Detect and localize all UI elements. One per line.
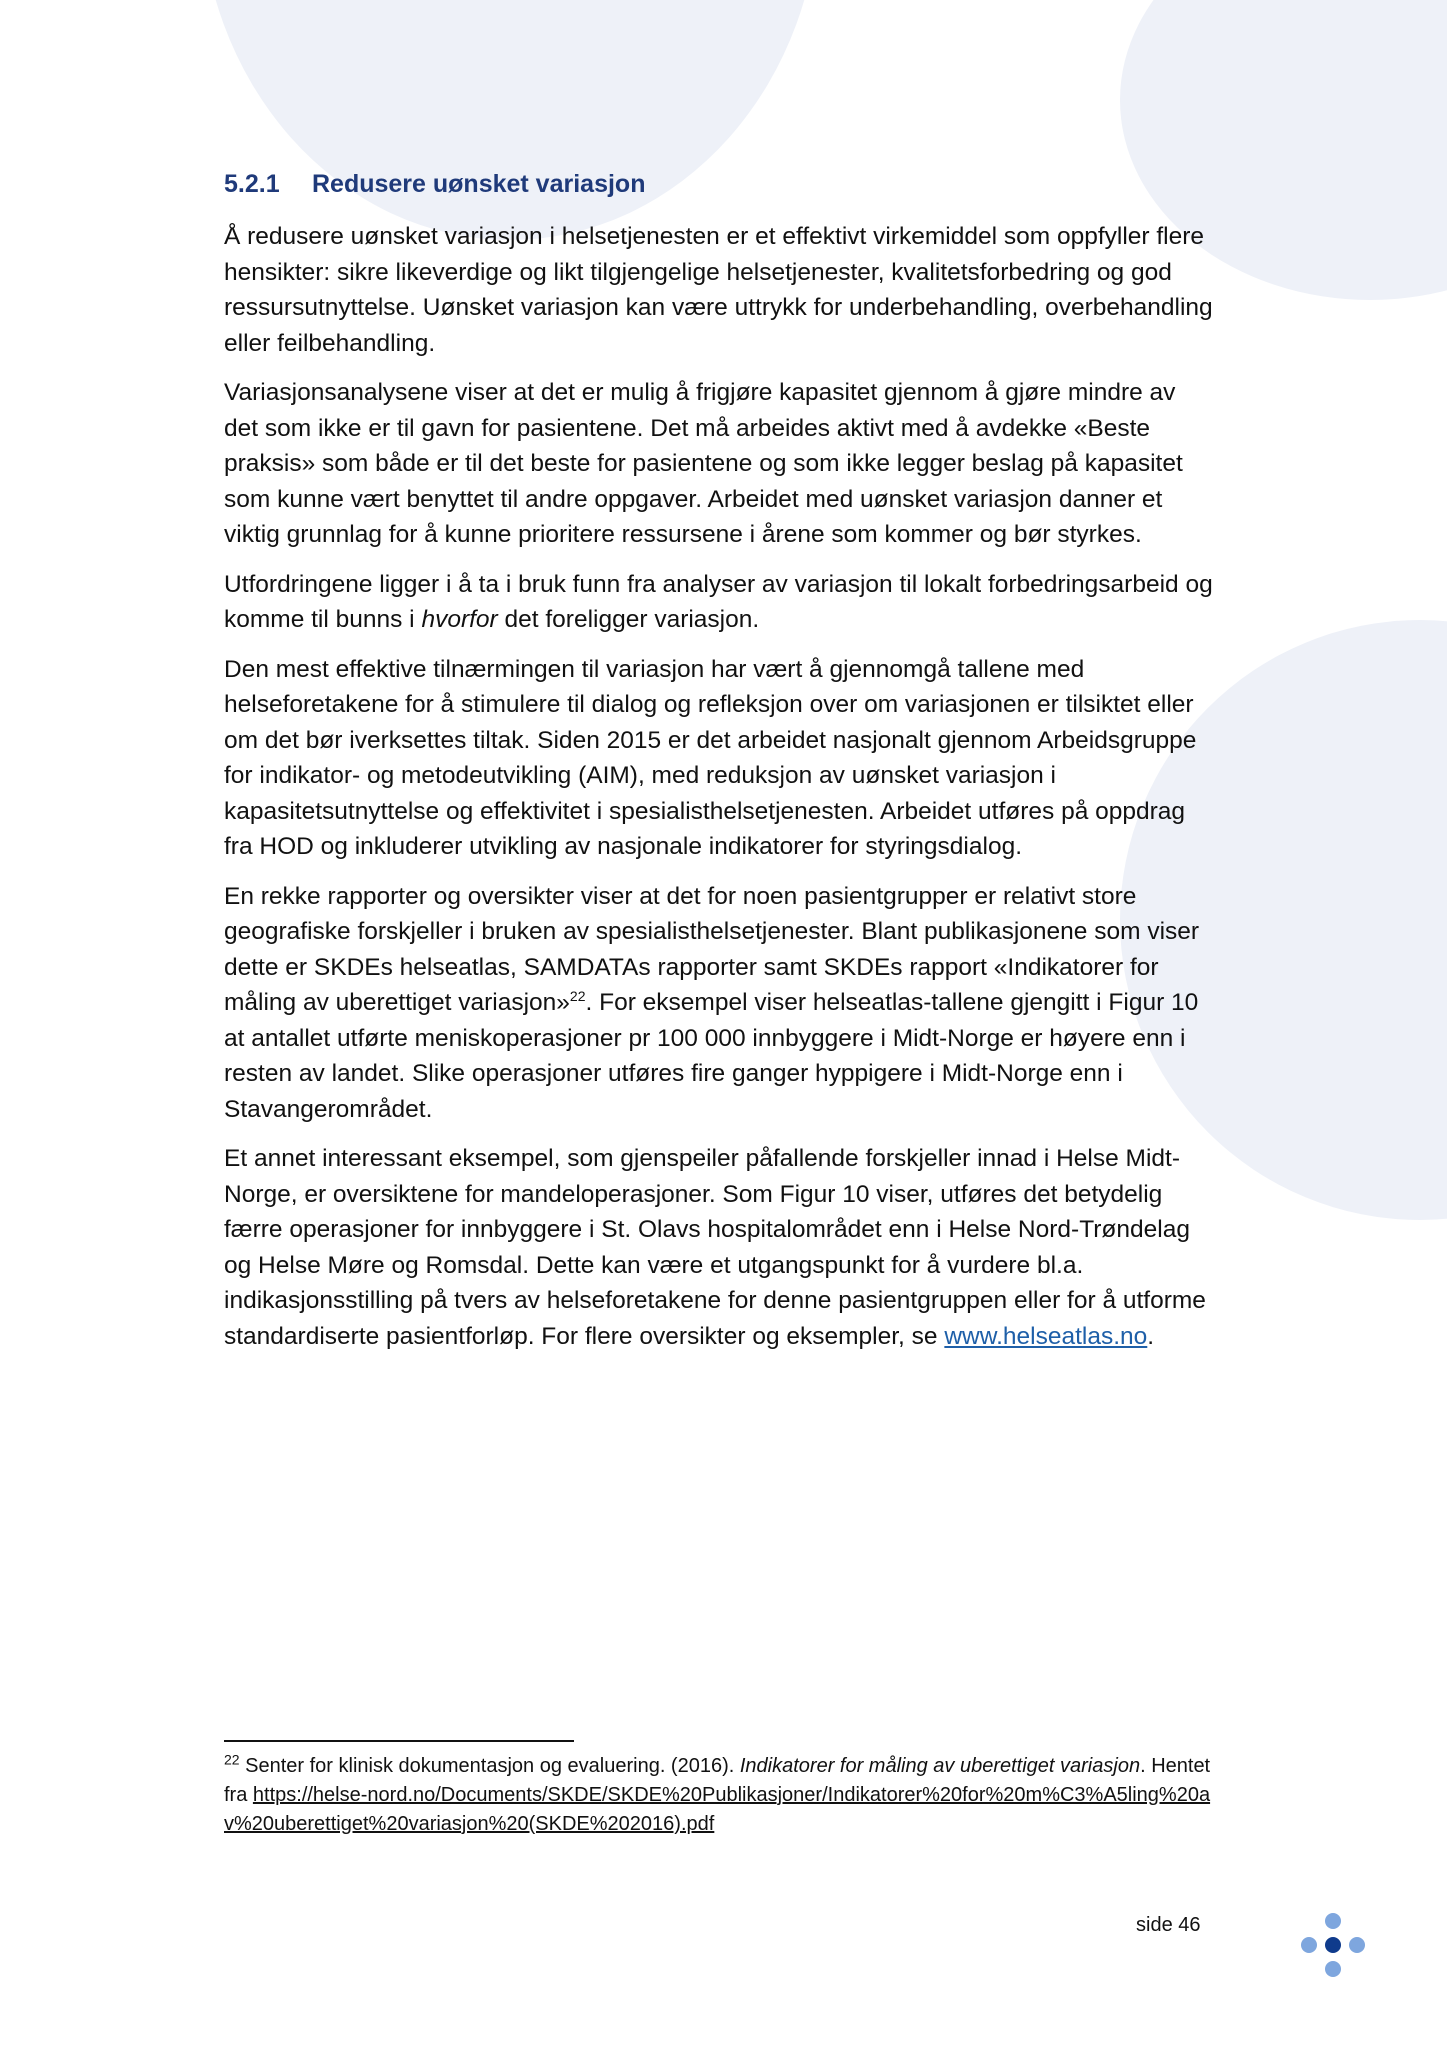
footnote [224,1752,1214,1839]
paragraph-4: Den mest effektive tilnærmingen til variasjon har vært å gjennomgå tallene med helseforetakene for å stimulere til dialog og refleksjon over om variasjonen er tilsiktet eller om det bør iverksettes tiltak. Siden 2015 er det arbeidet nasjonalt gjennom Arbeidsgruppe for indikator- og metodeutvikling (AIM), med reduksjon av uønsket variasjon i kapasitetsutnyttelse og effektivitet i spesialisthelsetjenesten. Arbeidet utføres på oppdrag fra HOD og inkluderer utvikling av nasjonale indikatorer for styringsdialog. [224,655,1197,860]
section-heading [224,170,1214,199]
logo-dot-center [1325,1937,1341,1953]
paragraph-3-text: Utfordringene ligger i å ta i bruk funn fra analyser av variasjon til lokalt forbedringsarbeid og komme til bunns i [224,570,1213,633]
paragraph-6-text: Et annet interessant eksempel, som gjenspeiler påfallende forskjeller innad i Helse Midt-Norge, er oversiktene for mandeloperasjoner. Som Figur 10 viser, utføres det betydelig færre operasjoner for innbyggere i St. Olavs hospitalområdet enn i Helse Nord-Trøndelag og Helse Møre og Romsdal. Dette kan være et utgangspunkt for å vurdere bl.a. indikasjonsstilling på tvers av helseforetakene for denne pasientgruppen eller for å utforme standardiserte pasientforløp. For flere oversikter og eksempler, se [224,1145,1206,1350]
footnote-number: 22 [224,1751,240,1768]
paragraph-5 [224,879,1214,1128]
logo-dot-top [1325,1913,1341,1929]
paragraph-5-text-end: . For eksempel viser helseatlas-tallene gjengitt i Figur 10 at antallet utførte meniskoperasjoner pr 100 000 innbyggere i Midt-Norge er høyere enn i resten av landet. Slike operasjoner utføres fire ganger hyppigere i Midt-Norge enn i Stavangerområdet. [224,989,1199,1123]
paragraph-3 [224,567,1214,638]
footnote-separator [224,1740,574,1742]
helseatlas-link[interactable]: www.helseatlas.no [944,1322,1148,1350]
footnote-text: Senter for klinisk dokumentasjon og evaluering. (2016). [239,1755,740,1777]
paragraph-1: Å redusere uønsket variasjon i helsetjenesten er et effektivt virkemiddel som oppfyller flere hensikter: sikre likeverdige og likt tilgjengelige helsetjenester, kvalitetsforbedring og god ressursutnyttelse. Uønsket variasjon kan være uttrykk for underbehandling, overbehandling eller feilbehandling. [224,223,1213,357]
paragraph-3-emphasis: hvorfor [421,606,498,633]
footnote-link[interactable]: https://helse-nord.no/Documents/SKDE/SKDE%20Publikasjoner/Indikatorer%20for%20m%C3%A5ling%20av%20uberettiget%20variasjon%20(SKDE%202016).pdf [224,1784,1211,1835]
logo-dots-icon [1298,1910,1368,1980]
section-title: Redusere uønsket variasjon [312,170,646,198]
footnote-title: Indikatorer for måling av uberettiget variasjon [739,1755,1141,1777]
paragraph-2: Variasjonsanalysene viser at det er mulig å frigjøre kapasitet gjennom å gjøre mindre av det som ikke er til gavn for pasientene. Det må arbeides aktivt med å avdekke «Beste praksis» som både er til det beste for pasientene og som ikke legger beslag på kapasitet som kunne vært benyttet til andre oppgaver. Arbeidet med uønsket variasjon danner et viktig grunnlag for å kunne prioritere ressursene i årene som kommer og bør styrkes. [224,379,1183,548]
paragraph-6-text-end: . [1147,1322,1155,1350]
main-content [224,170,1214,1368]
footnote-text-mid: . Hentet fra [224,1755,1211,1806]
paragraph-5-text: En rekke rapporter og oversikter viser at det for noen pasientgrupper er relativt store geografiske forskjeller i bruken av spesialisthelsetjenester. Blant publikasjonene som viser dette er SKDEs helseatlas, SAMDATAs rapporter samt SKDEs rapport «Indikatorer for måling av uberettiget variasjon» [224,882,1200,1016]
section-number: 5.2.1 [224,170,280,198]
paragraph-6 [224,1141,1214,1354]
logo-dot-left [1301,1937,1317,1953]
logo-dot-bottom [1325,1961,1341,1977]
page-number: side 46 [1136,1914,1201,1936]
logo-dot-right [1349,1937,1365,1953]
paragraph-3-text-end: det foreligger variasjon. [497,606,760,633]
footnote-reference[interactable]: 22 [569,987,586,1004]
